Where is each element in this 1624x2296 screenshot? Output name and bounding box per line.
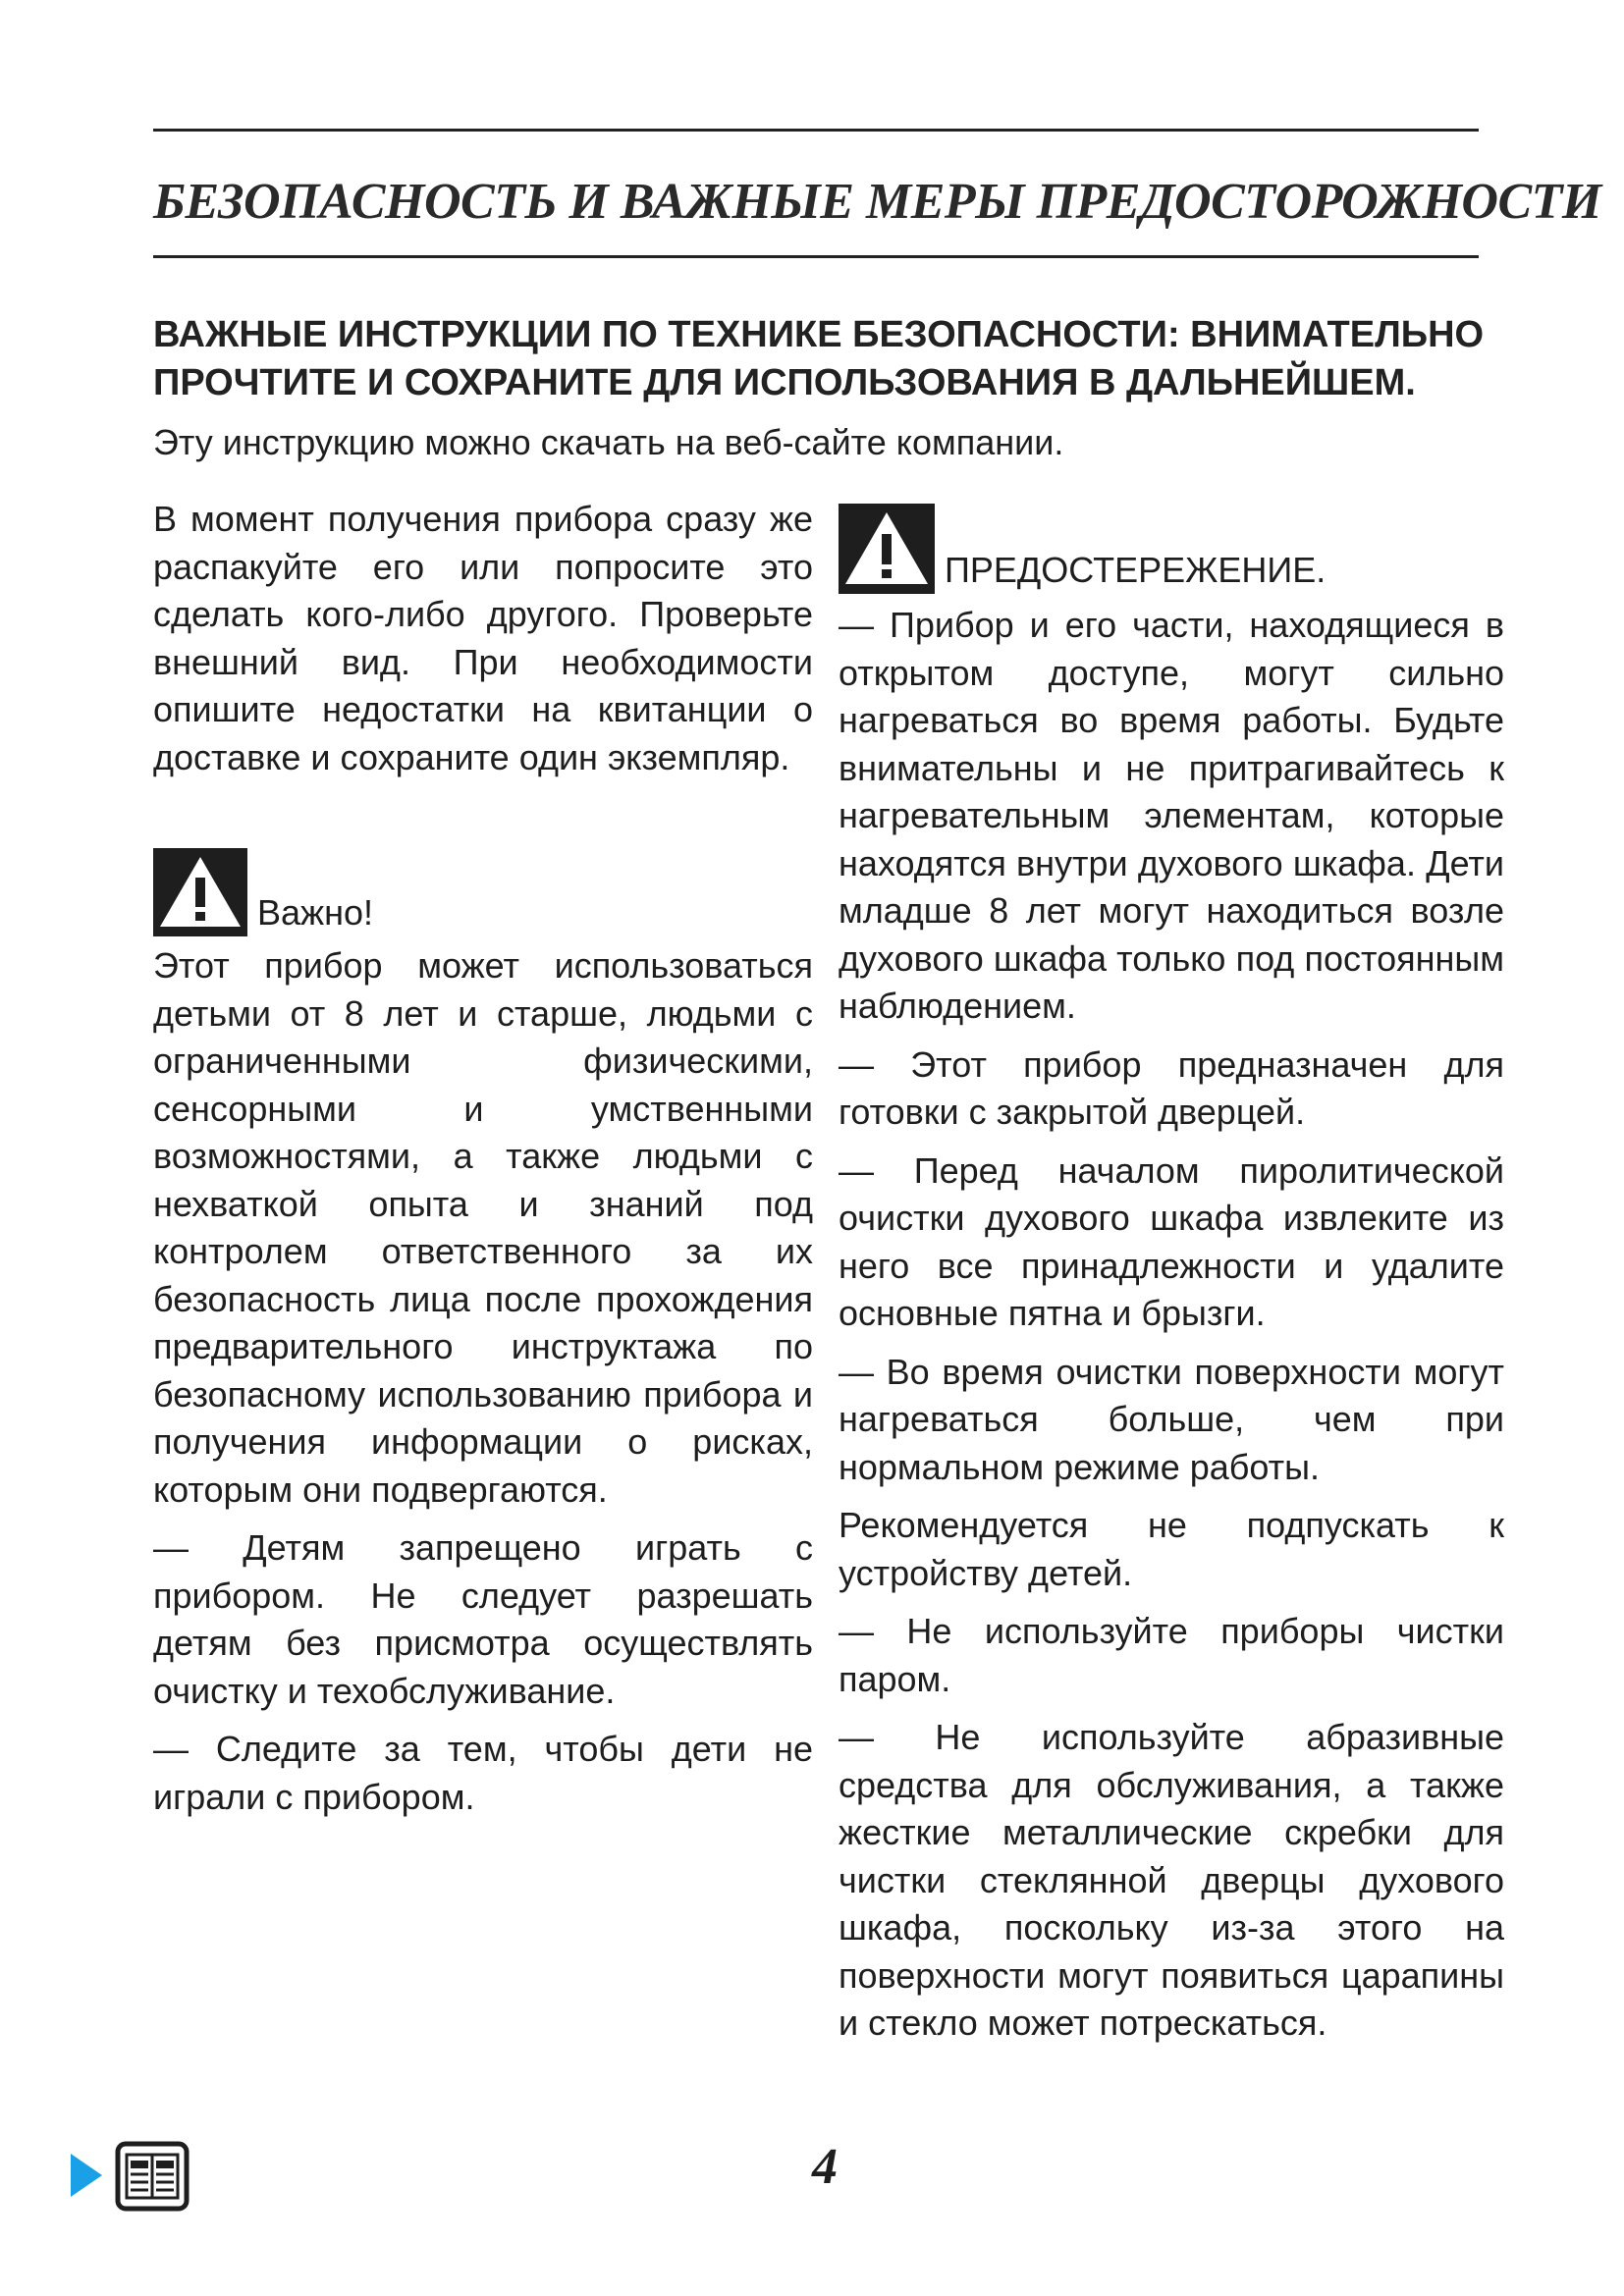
download-note: Эту инструкцию можно скачать на веб-сайте компании. bbox=[153, 422, 1064, 462]
warning-triangle-icon bbox=[153, 848, 247, 936]
left-paragraph: — Следите за тем, чтобы дети не играли с прибором. bbox=[153, 1729, 813, 1817]
important-notice bbox=[153, 848, 813, 936]
right-paragraph: — Не используйте абразивные средства для обслуживания, а также жесткие металлические скребки для чистки стеклянной дверцы духового шкафа, поскольку из-за этого на поверхности могут появиться царапины и стекло может потрескаться. bbox=[839, 1717, 1504, 2043]
right-paragraph: — Прибор и его части, находящиеся в открытом доступе, могут сильно нагреваться во время работы. Будьте внимательны и не притрагивайтесь к нагревательным элементам, которые находятся внутри духового шкафа. Дети младше 8 лет могут находиться возле духового шкафа только под постоянным наблюдением. bbox=[839, 605, 1504, 1026]
play-arrow-icon bbox=[69, 2152, 104, 2199]
left-column bbox=[153, 496, 813, 1821]
right-paragraph: — Перед началом пиролитической очистки духового шкафа извлеките из него все принадлежности и удалите основные пятна и брызги. bbox=[839, 1149, 1504, 1333]
right-paragraph: Рекомендуется не подпускать к устройству детей. bbox=[839, 1505, 1504, 1593]
page-number: 4 bbox=[812, 2139, 838, 2195]
header-rule-top bbox=[153, 129, 1479, 132]
right-paragraph: — Не используйте приборы чистки паром. bbox=[839, 1611, 1504, 1699]
warning-label: ПРЕДОСТЕРЕЖЕНИЕ. bbox=[945, 550, 1326, 590]
section-title: БЕЗОПАСНОСТЬ И ВАЖНЫЕ МЕРЫ ПРЕДОСТОРОЖНОСТИ bbox=[153, 174, 1601, 230]
book-icon bbox=[115, 2141, 189, 2212]
warning-notice bbox=[839, 504, 1504, 594]
right-paragraph: — Этот прибор предназначен для готовки с закрытой дверцей. bbox=[839, 1043, 1504, 1132]
receipt-paragraph: В момент получения прибора сразу же распакуйте его или попросите это сделать кого-либо другого. Проверьте внешний вид. При необходимости опишите недостатки на квитанции о доставке и сохраните один экземпляр. bbox=[153, 499, 813, 777]
right-column bbox=[839, 496, 1504, 2048]
important-instructions-heading: ВАЖНЫЕ ИНСТРУКЦИИ ПО ТЕХНИКЕ БЕЗОПАСНОСТИ: ВНИМАТЕЛЬНО ПРОЧТИТЕ И СОХРАНИТЕ ДЛЯ ИСПОЛЬЗОВАНИЯ В ДАЛЬНЕЙШЕМ. bbox=[153, 314, 1485, 403]
left-paragraph: Этот прибор может использоваться детьми от 8 лет и старше, людьми с ограниченными физическими, сенсорными и умственными возможностями, а также людьми с нехваткой опыта и знаний под контролем ответственного за их безопасность лица после прохождения предварительного инструктажа по безопасному использованию прибора и получения информации о рисках, которым они подвергаются. bbox=[153, 945, 813, 1510]
left-paragraph: — Детям запрещено играть с прибором. Не следует разрешать детям без присмотра осуществлять очистку и техобслуживание. bbox=[153, 1527, 813, 1711]
warning-triangle-icon bbox=[839, 504, 935, 594]
important-label: Важно! bbox=[257, 892, 374, 933]
right-paragraph: — Во время очистки поверхности могут нагреваться больше, чем при нормальном режиме работы. bbox=[839, 1351, 1504, 1487]
header-rule-bottom bbox=[153, 255, 1479, 258]
